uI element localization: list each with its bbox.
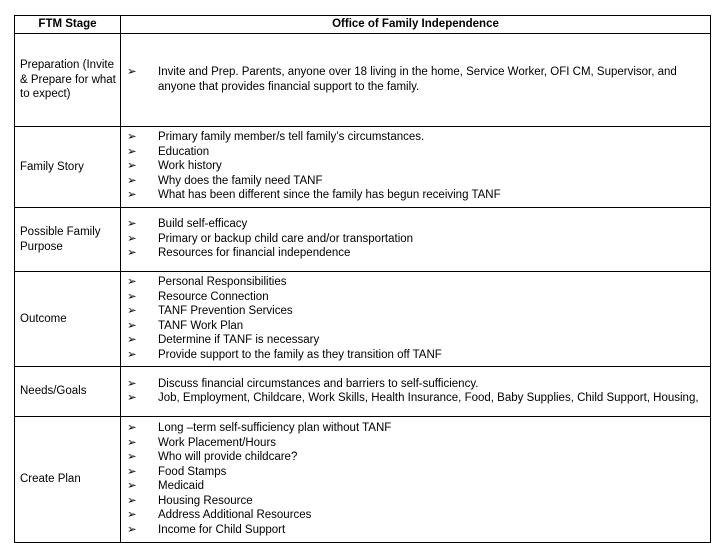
list-item — [127, 174, 702, 189]
description-cell — [121, 272, 711, 367]
arrow-bullet-icon: ➢ — [127, 422, 137, 434]
arrow-bullet-icon: ➢ — [127, 247, 137, 260]
stage-cell: Outcome — [15, 272, 121, 367]
bullet-list — [121, 418, 710, 541]
bullet-list — [121, 214, 710, 265]
list-item — [127, 246, 702, 261]
list-item — [127, 319, 702, 334]
table-row-family-story — [15, 127, 711, 208]
list-item — [127, 275, 702, 290]
list-item — [127, 421, 702, 436]
arrow-bullet-icon: ➢ — [127, 480, 137, 492]
list-item — [127, 508, 702, 523]
description-cell — [121, 34, 711, 127]
arrow-bullet-icon: ➢ — [127, 348, 137, 361]
list-item — [127, 232, 702, 247]
stage-cell: Create Plan — [15, 417, 121, 543]
list-item-text: Resources for financial independence — [158, 247, 351, 260]
list-item — [127, 188, 702, 203]
list-item — [127, 479, 702, 494]
arrow-bullet-icon: ➢ — [127, 189, 137, 202]
arrow-bullet-icon: ➢ — [127, 290, 137, 303]
description-cell — [121, 417, 711, 543]
arrow-bullet-icon: ➢ — [127, 232, 137, 245]
list-item — [127, 523, 702, 538]
header-row — [15, 16, 711, 34]
list-item — [127, 304, 702, 319]
stage-cell: Possible Family Purpose — [15, 208, 121, 272]
list-item-text: Housing Resource — [158, 494, 253, 507]
arrow-bullet-icon: ➢ — [127, 494, 137, 507]
list-item-text: TANF Prevention Services — [158, 305, 293, 317]
list-item-text: Long –term self-sufficiency plan without TANF — [158, 422, 392, 434]
arrow-bullet-icon: ➢ — [127, 334, 137, 346]
bullet-list — [121, 374, 710, 410]
list-item-text: Discuss financial circumstances and barriers to self-sufficiency. — [158, 377, 479, 390]
list-item-text: TANF Work Plan — [158, 319, 244, 332]
bullet-list — [121, 272, 710, 366]
arrow-bullet-icon: ➢ — [127, 436, 137, 449]
list-item — [127, 65, 702, 94]
header-office-of-family-independence: Office of Family Independence — [121, 16, 711, 34]
table-row-create-plan — [15, 417, 711, 543]
description-cell — [121, 367, 711, 417]
arrow-bullet-icon: ➢ — [127, 145, 137, 158]
list-item — [127, 130, 702, 145]
stage-cell: Needs/Goals — [15, 367, 121, 417]
list-item — [127, 436, 702, 451]
list-item-text: Invite and Prep. Parents, anyone over 18 living in the home, Service Worker, OFI CM, Supervisor, and anyone that provides financial support to the family. — [158, 66, 677, 93]
bullet-list — [121, 127, 710, 207]
list-item — [127, 465, 702, 480]
list-item-text: Build self-efficacy — [158, 218, 248, 231]
list-item-text: Resource Connection — [158, 290, 269, 303]
arrow-bullet-icon: ➢ — [127, 392, 137, 404]
arrow-bullet-icon: ➢ — [127, 523, 137, 536]
arrow-bullet-icon: ➢ — [127, 319, 137, 332]
list-item — [127, 348, 702, 363]
list-item-text: Income for Child Support — [158, 523, 286, 536]
arrow-bullet-icon: ➢ — [127, 218, 137, 231]
description-cell — [121, 208, 711, 272]
list-item — [127, 290, 702, 305]
list-item-text: Primary or backup child care and/or transportation — [158, 232, 414, 245]
arrow-bullet-icon: ➢ — [127, 465, 137, 478]
arrow-bullet-icon: ➢ — [127, 305, 137, 317]
arrow-bullet-icon: ➢ — [127, 160, 137, 173]
list-item-text: Provide support to the family as they transition off TANF — [158, 348, 442, 361]
bullet-list — [121, 62, 710, 98]
arrow-bullet-icon: ➢ — [127, 377, 137, 390]
list-item-text: Food Stamps — [158, 465, 227, 478]
list-item-text: Who will provide childcare? — [158, 451, 298, 463]
arrow-bullet-icon: ➢ — [127, 451, 137, 463]
header-ftm-stage: FTM Stage — [15, 16, 121, 34]
ftm-stage-table — [14, 15, 711, 543]
table-row-needs-goals — [15, 367, 711, 417]
list-item-text: Personal Responsibilities — [158, 276, 287, 288]
table-row-outcome — [15, 272, 711, 367]
arrow-bullet-icon: ➢ — [127, 131, 137, 144]
list-item-text: Address Additional Resources — [158, 509, 312, 521]
list-item — [127, 391, 702, 406]
arrow-bullet-icon: ➢ — [127, 509, 137, 521]
list-item-text: Education — [158, 145, 210, 158]
list-item-text: Work history — [158, 160, 222, 173]
stage-cell: Preparation (Invite & Prepare for what to expect) — [15, 34, 121, 127]
list-item — [127, 145, 702, 160]
list-item — [127, 450, 702, 465]
description-cell — [121, 127, 711, 208]
list-item — [127, 494, 702, 509]
list-item — [127, 333, 702, 348]
list-item-text: Job, Employment, Childcare, Work Skills, Health Insurance, Food, Baby Supplies, Child Support, Housing, — [158, 392, 699, 404]
list-item-text: Determine if TANF is necessary — [158, 334, 320, 346]
stage-cell: Family Story — [15, 127, 121, 208]
arrow-bullet-icon: ➢ — [127, 66, 137, 78]
list-item-text: Why does the family need TANF — [158, 174, 323, 187]
list-item — [127, 377, 702, 392]
list-item-text: Primary family member/s tell family’s circumstances. — [158, 131, 425, 144]
table-row-possible-family-purpose — [15, 208, 711, 272]
list-item-text: Work Placement/Hours — [158, 436, 277, 449]
list-item — [127, 217, 702, 232]
arrow-bullet-icon: ➢ — [127, 276, 137, 288]
list-item-text: Medicaid — [158, 480, 205, 492]
table-row-preparation — [15, 34, 711, 127]
list-item — [127, 159, 702, 174]
arrow-bullet-icon: ➢ — [127, 174, 137, 187]
list-item-text: What has been different since the family has begun receiving TANF — [158, 189, 501, 202]
